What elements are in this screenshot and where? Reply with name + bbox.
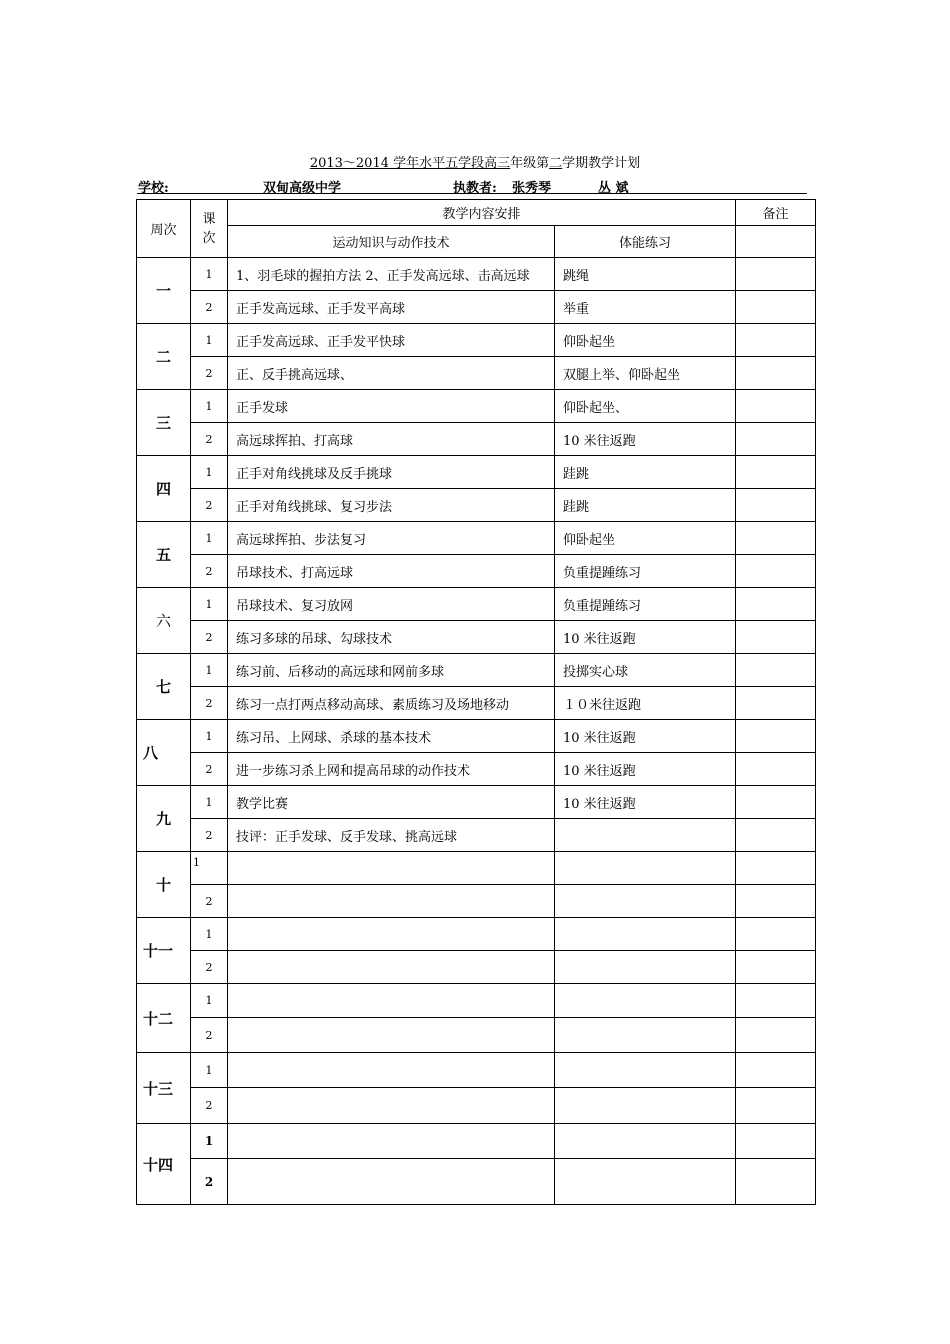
notes-cell	[736, 951, 816, 984]
week-label: 十三	[137, 1053, 191, 1124]
fitness-cell	[555, 1159, 736, 1205]
lesson-row	[137, 1053, 816, 1088]
lesson-number: 1	[191, 786, 228, 819]
title-post: 学期教学计划	[562, 156, 641, 171]
lesson-number: 2	[191, 291, 228, 324]
lesson-row	[137, 390, 816, 423]
week-header: 周次	[137, 200, 191, 258]
lesson-row	[137, 753, 816, 786]
lesson-header	[191, 200, 228, 258]
notes-cell	[736, 1018, 816, 1053]
fitness-cell: 10 米往返跑	[555, 786, 736, 819]
week-label: 六	[137, 588, 191, 654]
fitness-cell	[555, 1018, 736, 1053]
notes-cell	[736, 654, 816, 687]
skill-cell: 正手发高远球、正手发平高球	[228, 291, 555, 324]
plan-table	[136, 199, 816, 1205]
notes-cell	[736, 423, 816, 456]
skill-cell	[228, 1018, 555, 1053]
fitness-cell: 负重提踵练习	[555, 555, 736, 588]
lesson-number: 2	[191, 489, 228, 522]
title-pre: 学年水平五学段高	[388, 156, 498, 171]
notes-cell	[736, 819, 816, 852]
teacher-name-1: 张秀琴	[512, 181, 552, 196]
notes-cell	[736, 621, 816, 654]
lesson-number: 1	[191, 720, 228, 753]
title-term-mark: 二	[549, 156, 563, 171]
lesson-number: 1	[191, 390, 228, 423]
lesson-row	[137, 951, 816, 984]
fitness-cell: 10 米往返跑	[555, 423, 736, 456]
lesson-number: 1	[191, 324, 228, 357]
notes-cell	[736, 555, 816, 588]
notes-header: 备注	[736, 200, 816, 226]
lesson-number: 2	[191, 555, 228, 588]
lesson-number: 2	[191, 1088, 228, 1124]
skill-cell	[228, 918, 555, 951]
lesson-row	[137, 423, 816, 456]
skill-cell: 正手对角线挑球、复习步法	[228, 489, 555, 522]
school-label: 学校:	[138, 181, 169, 196]
lesson-row	[137, 258, 816, 291]
week-label: 十二	[137, 984, 191, 1053]
skill-cell	[228, 1159, 555, 1205]
lesson-row	[137, 1018, 816, 1053]
notes-cell	[736, 258, 816, 291]
skill-cell: 进一步练习杀上网和提高吊球的动作技术	[228, 753, 555, 786]
info-line	[137, 177, 807, 194]
fitness-cell: 投掷实心球	[555, 654, 736, 687]
notes-cell	[736, 1088, 816, 1124]
lesson-header-top: 课	[202, 211, 216, 227]
lesson-number: 2	[191, 423, 228, 456]
fitness-cell: 10 米往返跑	[555, 720, 736, 753]
teacher-label: 执教者:	[453, 181, 497, 196]
fitness-cell	[555, 951, 736, 984]
week-label: 十四	[137, 1124, 191, 1205]
lesson-number: 1	[191, 522, 228, 555]
fitness-header: 体能练习	[555, 226, 736, 258]
school-name: 双甸高级中学	[263, 181, 342, 196]
lesson-row	[137, 555, 816, 588]
header-row-2	[137, 226, 816, 258]
lesson-row	[137, 1124, 816, 1159]
skill-cell: 1、羽毛球的握拍方法 2、正手发高远球、击高远球	[228, 258, 555, 291]
week-label: 三	[137, 390, 191, 456]
notes-cell	[736, 1124, 816, 1159]
lesson-number: 2	[191, 687, 228, 720]
lesson-number: 1	[191, 1053, 228, 1088]
notes-cell	[736, 852, 816, 885]
lesson-number: 1	[191, 918, 228, 951]
fitness-cell: 10 米往返跑	[555, 753, 736, 786]
notes-cell	[736, 522, 816, 555]
notes-cell	[736, 291, 816, 324]
lesson-number: 1	[191, 456, 228, 489]
title-year: 2013～2014	[309, 156, 389, 171]
lesson-number: 1	[191, 984, 228, 1018]
content-header: 教学内容安排	[228, 200, 736, 226]
lesson-number: 2	[191, 885, 228, 918]
skill-cell	[228, 852, 555, 885]
lesson-number: 1	[191, 258, 228, 291]
week-label: 九	[137, 786, 191, 852]
fitness-cell: 跳绳	[555, 258, 736, 291]
fitness-cell	[555, 918, 736, 951]
week-label: 八	[137, 720, 191, 786]
fitness-cell: 10 米往返跑	[555, 621, 736, 654]
skills-header: 运动知识与动作技术	[228, 226, 555, 258]
lesson-row	[137, 291, 816, 324]
lesson-row	[137, 786, 816, 819]
lesson-row	[137, 654, 816, 687]
notes-cell	[736, 324, 816, 357]
week-label: 七	[137, 654, 191, 720]
lesson-row	[137, 456, 816, 489]
fitness-cell	[555, 1124, 736, 1159]
fitness-cell	[555, 984, 736, 1018]
notes-cell	[736, 588, 816, 621]
fitness-cell: １０米往返跑	[555, 687, 736, 720]
lesson-row	[137, 357, 816, 390]
fitness-cell	[555, 1053, 736, 1088]
skill-cell: 吊球技术、打高远球	[228, 555, 555, 588]
lesson-row	[137, 522, 816, 555]
title-mid: 年级第	[510, 156, 550, 171]
fitness-cell: 仰卧起坐	[555, 522, 736, 555]
skill-cell	[228, 1053, 555, 1088]
lesson-row	[137, 1088, 816, 1124]
fitness-cell	[555, 1088, 736, 1124]
skill-cell: 正手发球	[228, 390, 555, 423]
week-label: 十	[137, 852, 191, 918]
week-label: 四	[137, 456, 191, 522]
lesson-row	[137, 720, 816, 753]
lesson-row	[137, 687, 816, 720]
lesson-number: 2	[191, 753, 228, 786]
lesson-row	[137, 489, 816, 522]
notes-cell	[736, 984, 816, 1018]
skill-cell	[228, 1124, 555, 1159]
lesson-number: 1	[191, 588, 228, 621]
fitness-cell: 双腿上举、仰卧起坐	[555, 357, 736, 390]
lesson-row	[137, 852, 816, 885]
lesson-header-bottom: 次	[202, 230, 216, 246]
fitness-cell: 跬跳	[555, 456, 736, 489]
lesson-number: 2	[191, 621, 228, 654]
skill-cell: 吊球技术、复习放网	[228, 588, 555, 621]
title-grade-mark: 三	[497, 156, 511, 171]
fitness-cell: 仰卧起坐、	[555, 390, 736, 423]
skill-cell: 高远球挥拍、步法复习	[228, 522, 555, 555]
lesson-row	[137, 588, 816, 621]
skill-cell: 练习多球的吊球、勾球技术	[228, 621, 555, 654]
week-label: 五	[137, 522, 191, 588]
skill-cell: 教学比赛	[228, 786, 555, 819]
fitness-cell: 仰卧起坐	[555, 324, 736, 357]
fitness-cell	[555, 885, 736, 918]
lesson-number: 1	[191, 1124, 228, 1159]
lesson-row	[137, 918, 816, 951]
lesson-row	[137, 885, 816, 918]
week-label: 一	[137, 258, 191, 324]
week-label: 十一	[137, 918, 191, 984]
notes-cell	[736, 1159, 816, 1205]
skill-cell	[228, 885, 555, 918]
notes-cell	[736, 885, 816, 918]
notes-cell	[736, 918, 816, 951]
skill-cell	[228, 984, 555, 1018]
lesson-number: 2	[191, 951, 228, 984]
lesson-row	[137, 984, 816, 1018]
lesson-number: 2	[191, 819, 228, 852]
notes-header-blank	[736, 226, 816, 258]
lesson-row	[137, 324, 816, 357]
lesson-number: 2	[191, 1159, 228, 1205]
skill-cell: 练习一点打两点移动高球、素质练习及场地移动	[228, 687, 555, 720]
lesson-row	[137, 819, 816, 852]
header-row-1	[137, 200, 816, 226]
skill-cell: 高远球挥拍、打高球	[228, 423, 555, 456]
notes-cell	[736, 357, 816, 390]
skill-cell: 正、反手挑高远球、	[228, 357, 555, 390]
notes-cell	[736, 1053, 816, 1088]
notes-cell	[736, 786, 816, 819]
fitness-cell: 举重	[555, 291, 736, 324]
lesson-row	[137, 1159, 816, 1205]
fitness-cell: 负重提踵练习	[555, 588, 736, 621]
skill-cell	[228, 951, 555, 984]
skill-cell: 正手发高远球、正手发平快球	[228, 324, 555, 357]
lesson-number: 1	[191, 654, 228, 687]
lesson-number: 1	[191, 852, 228, 885]
notes-cell	[736, 390, 816, 423]
fitness-cell	[555, 819, 736, 852]
fitness-cell	[555, 852, 736, 885]
lesson-number: 2	[191, 357, 228, 390]
notes-cell	[736, 753, 816, 786]
lesson-number: 2	[191, 1018, 228, 1053]
fitness-cell: 跬跳	[555, 489, 736, 522]
page-title	[0, 152, 950, 171]
skill-cell: 正手对角线挑球及反手挑球	[228, 456, 555, 489]
teacher-name-2: 丛 斌	[598, 181, 629, 196]
skill-cell: 练习前、后移动的高远球和网前多球	[228, 654, 555, 687]
notes-cell	[736, 456, 816, 489]
lesson-row	[137, 621, 816, 654]
skill-cell: 技评：正手发球、反手发球、挑高远球	[228, 819, 555, 852]
notes-cell	[736, 720, 816, 753]
skill-cell	[228, 1088, 555, 1124]
notes-cell	[736, 687, 816, 720]
skill-cell: 练习吊、上网球、杀球的基本技术	[228, 720, 555, 753]
week-label: 二	[137, 324, 191, 390]
notes-cell	[736, 489, 816, 522]
